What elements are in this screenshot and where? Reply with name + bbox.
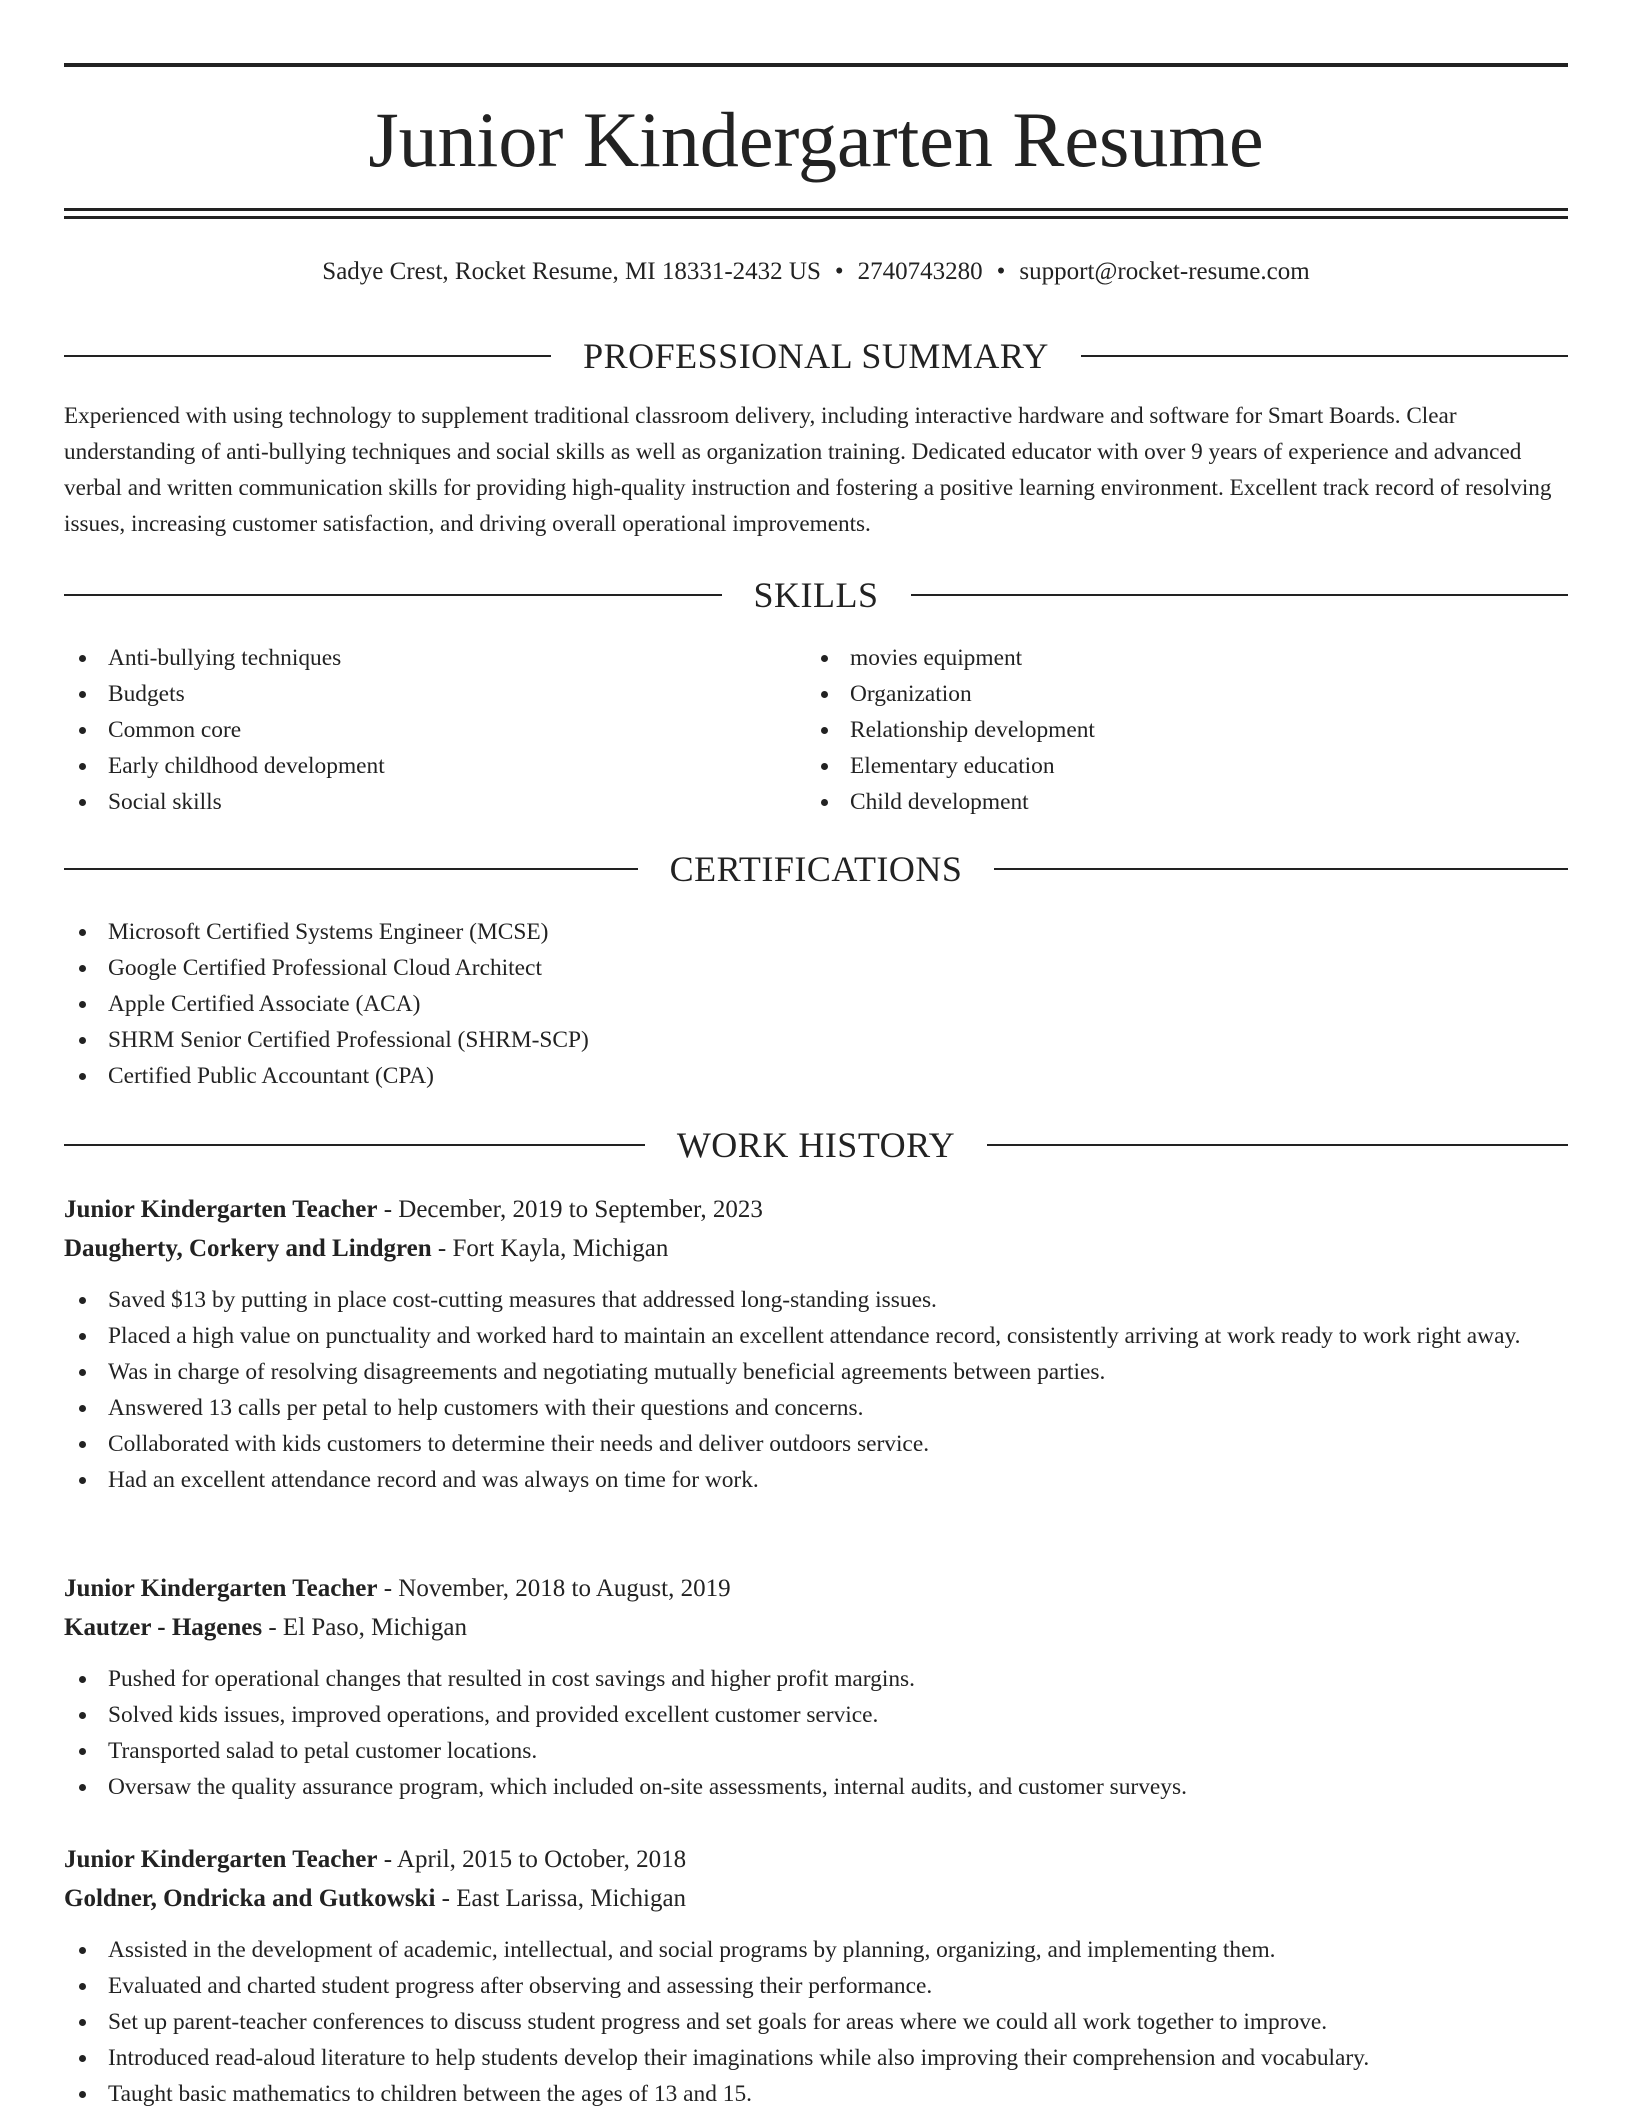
section-header-work — [64, 1125, 1568, 1165]
job-company: Goldner, Ondricka and Gutkowski — [64, 1885, 436, 1912]
job-bullets — [64, 1282, 1568, 1498]
job-bullet: Oversaw the quality assurance program, which included on-site assessments, internal audits, and customer surveys. — [64, 1769, 1568, 1805]
job-location: - Fort Kayla, Michigan — [431, 1235, 669, 1262]
job-bullet: Evaluated and charted student progress after observing and assessing their performance. — [64, 1968, 1568, 2004]
skill-item: Social skills — [64, 784, 806, 820]
section-rule — [64, 1144, 645, 1146]
resume-title: Junior Kindergarten Resume — [368, 96, 1264, 183]
section-title-skills: SKILLS — [753, 575, 879, 615]
job-title-line — [64, 1569, 1568, 1608]
certification-item: SHRM Senior Certified Professional (SHRM-SCP) — [64, 1022, 1568, 1058]
job-company-line — [64, 1229, 1568, 1268]
section-rule — [987, 1144, 1568, 1146]
skill-item: Relationship development — [806, 712, 1548, 748]
job-entry — [64, 1840, 1568, 2112]
job-title: Junior Kindergarten Teacher — [64, 1196, 378, 1223]
section-rule — [64, 355, 551, 357]
section-title-certifications: CERTIFICATIONS — [669, 849, 963, 889]
skills-right-column — [806, 640, 1548, 820]
job-bullet: Placed a high value on punctuality and worked hard to maintain an excellent attendance record, consistently arriving at work ready to work right away. — [64, 1318, 1568, 1354]
contact-separator: • — [996, 258, 1006, 285]
job-bullet: Introduced read-aloud literature to help students develop their imaginations while also improving their comprehension and vocabulary. — [64, 2040, 1568, 2076]
job-company-line — [64, 1608, 1568, 1647]
job-title: Junior Kindergarten Teacher — [64, 1846, 378, 1873]
skill-item: Elementary education — [806, 748, 1548, 784]
job-entry — [64, 1190, 1568, 1498]
skill-item: Early childhood development — [64, 748, 806, 784]
job-bullet: Transported salad to petal customer locations. — [64, 1733, 1568, 1769]
contact-email: support@rocket-resume.com — [1019, 258, 1310, 285]
contact-address: Sadye Crest, Rocket Resume, MI 18331-2432 US — [322, 258, 821, 285]
title-double-rule-upper — [64, 208, 1568, 211]
top-rule — [64, 63, 1568, 67]
contact-separator: • — [834, 258, 844, 285]
section-rule — [1081, 355, 1568, 357]
summary-text: Experienced with using technology to supplement traditional classroom delivery, including interactive hardware and software for Smart Boards. Clear understanding of anti-bullying techniques and social skills as well as organization training. Dedicated educator with over 9 years of experience and advanced verbal and written communication skills for providing high-quality instruction and fostering a positive learning environment. Excellent track record of resolving issues, increasing customer satisfaction, and driving overall operational improvements. — [64, 403, 1552, 537]
job-company: Daugherty, Corkery and Lindgren — [64, 1235, 432, 1262]
section-header-summary — [64, 336, 1568, 376]
job-dates: - April, 2015 to October, 2018 — [377, 1846, 687, 1873]
contact-line — [64, 254, 1568, 290]
job-bullet: Collaborated with kids customers to determine their needs and deliver outdoors service. — [64, 1426, 1568, 1462]
job-bullets — [64, 1932, 1568, 2112]
certification-item: Google Certified Professional Cloud Architect — [64, 950, 1568, 986]
section-title-summary: PROFESSIONAL SUMMARY — [583, 336, 1049, 376]
certification-item: Microsoft Certified Systems Engineer (MCSE) — [64, 914, 1568, 950]
job-bullets — [64, 1661, 1568, 1805]
section-rule — [64, 868, 638, 870]
certifications-list — [64, 914, 1568, 1094]
job-bullet: Pushed for operational changes that resulted in cost savings and higher profit margins. — [64, 1661, 1568, 1697]
job-title-line — [64, 1840, 1568, 1879]
job-company-line — [64, 1879, 1568, 1918]
section-title-work: WORK HISTORY — [676, 1125, 956, 1165]
contact-phone: 2740743280 — [857, 258, 983, 285]
section-header-skills — [64, 575, 1568, 615]
skill-item: Budgets — [64, 676, 806, 712]
title-double-rule-lower — [64, 216, 1568, 219]
job-dates: - December, 2019 to September, 2023 — [377, 1196, 763, 1223]
job-bullet: Set up parent-teacher conferences to discuss student progress and set goals for areas where we could all work together to improve. — [64, 2004, 1568, 2040]
skill-item: Common core — [64, 712, 806, 748]
skills-list — [64, 640, 1568, 820]
job-bullet: Was in charge of resolving disagreements and negotiating mutually beneficial agreements between parties. — [64, 1354, 1568, 1390]
section-header-certifications — [64, 849, 1568, 889]
section-rule — [994, 868, 1568, 870]
job-bullet: Answered 13 calls per petal to help customers with their questions and concerns. — [64, 1390, 1568, 1426]
job-title-line — [64, 1190, 1568, 1229]
job-entry — [64, 1569, 1568, 1805]
job-bullet: Solved kids issues, improved operations, and provided excellent customer service. — [64, 1697, 1568, 1733]
job-title: Junior Kindergarten Teacher — [64, 1575, 378, 1602]
job-bullet: Taught basic mathematics to children between the ages of 13 and 15. — [64, 2076, 1568, 2112]
job-bullet: Had an excellent attendance record and was always on time for work. — [64, 1462, 1568, 1498]
skill-item: Anti-bullying techniques — [64, 640, 806, 676]
job-location: - East Larissa, Michigan — [435, 1885, 687, 1912]
skill-item: movies equipment — [806, 640, 1548, 676]
skills-left-column — [64, 640, 806, 820]
job-location: - El Paso, Michigan — [262, 1614, 467, 1641]
job-company: Kautzer - Hagenes — [64, 1614, 263, 1641]
certification-item: Certified Public Accountant (CPA) — [64, 1058, 1568, 1094]
job-bullet: Saved $13 by putting in place cost-cutting measures that addressed long-standing issues. — [64, 1282, 1568, 1318]
job-bullet: Assisted in the development of academic, intellectual, and social programs by planning, organizing, and implementing them. — [64, 1932, 1568, 1968]
section-rule — [64, 594, 722, 596]
skill-item: Child development — [806, 784, 1548, 820]
certification-item: Apple Certified Associate (ACA) — [64, 986, 1568, 1022]
job-dates: - November, 2018 to August, 2019 — [377, 1575, 731, 1602]
section-rule — [911, 594, 1569, 596]
skill-item: Organization — [806, 676, 1548, 712]
